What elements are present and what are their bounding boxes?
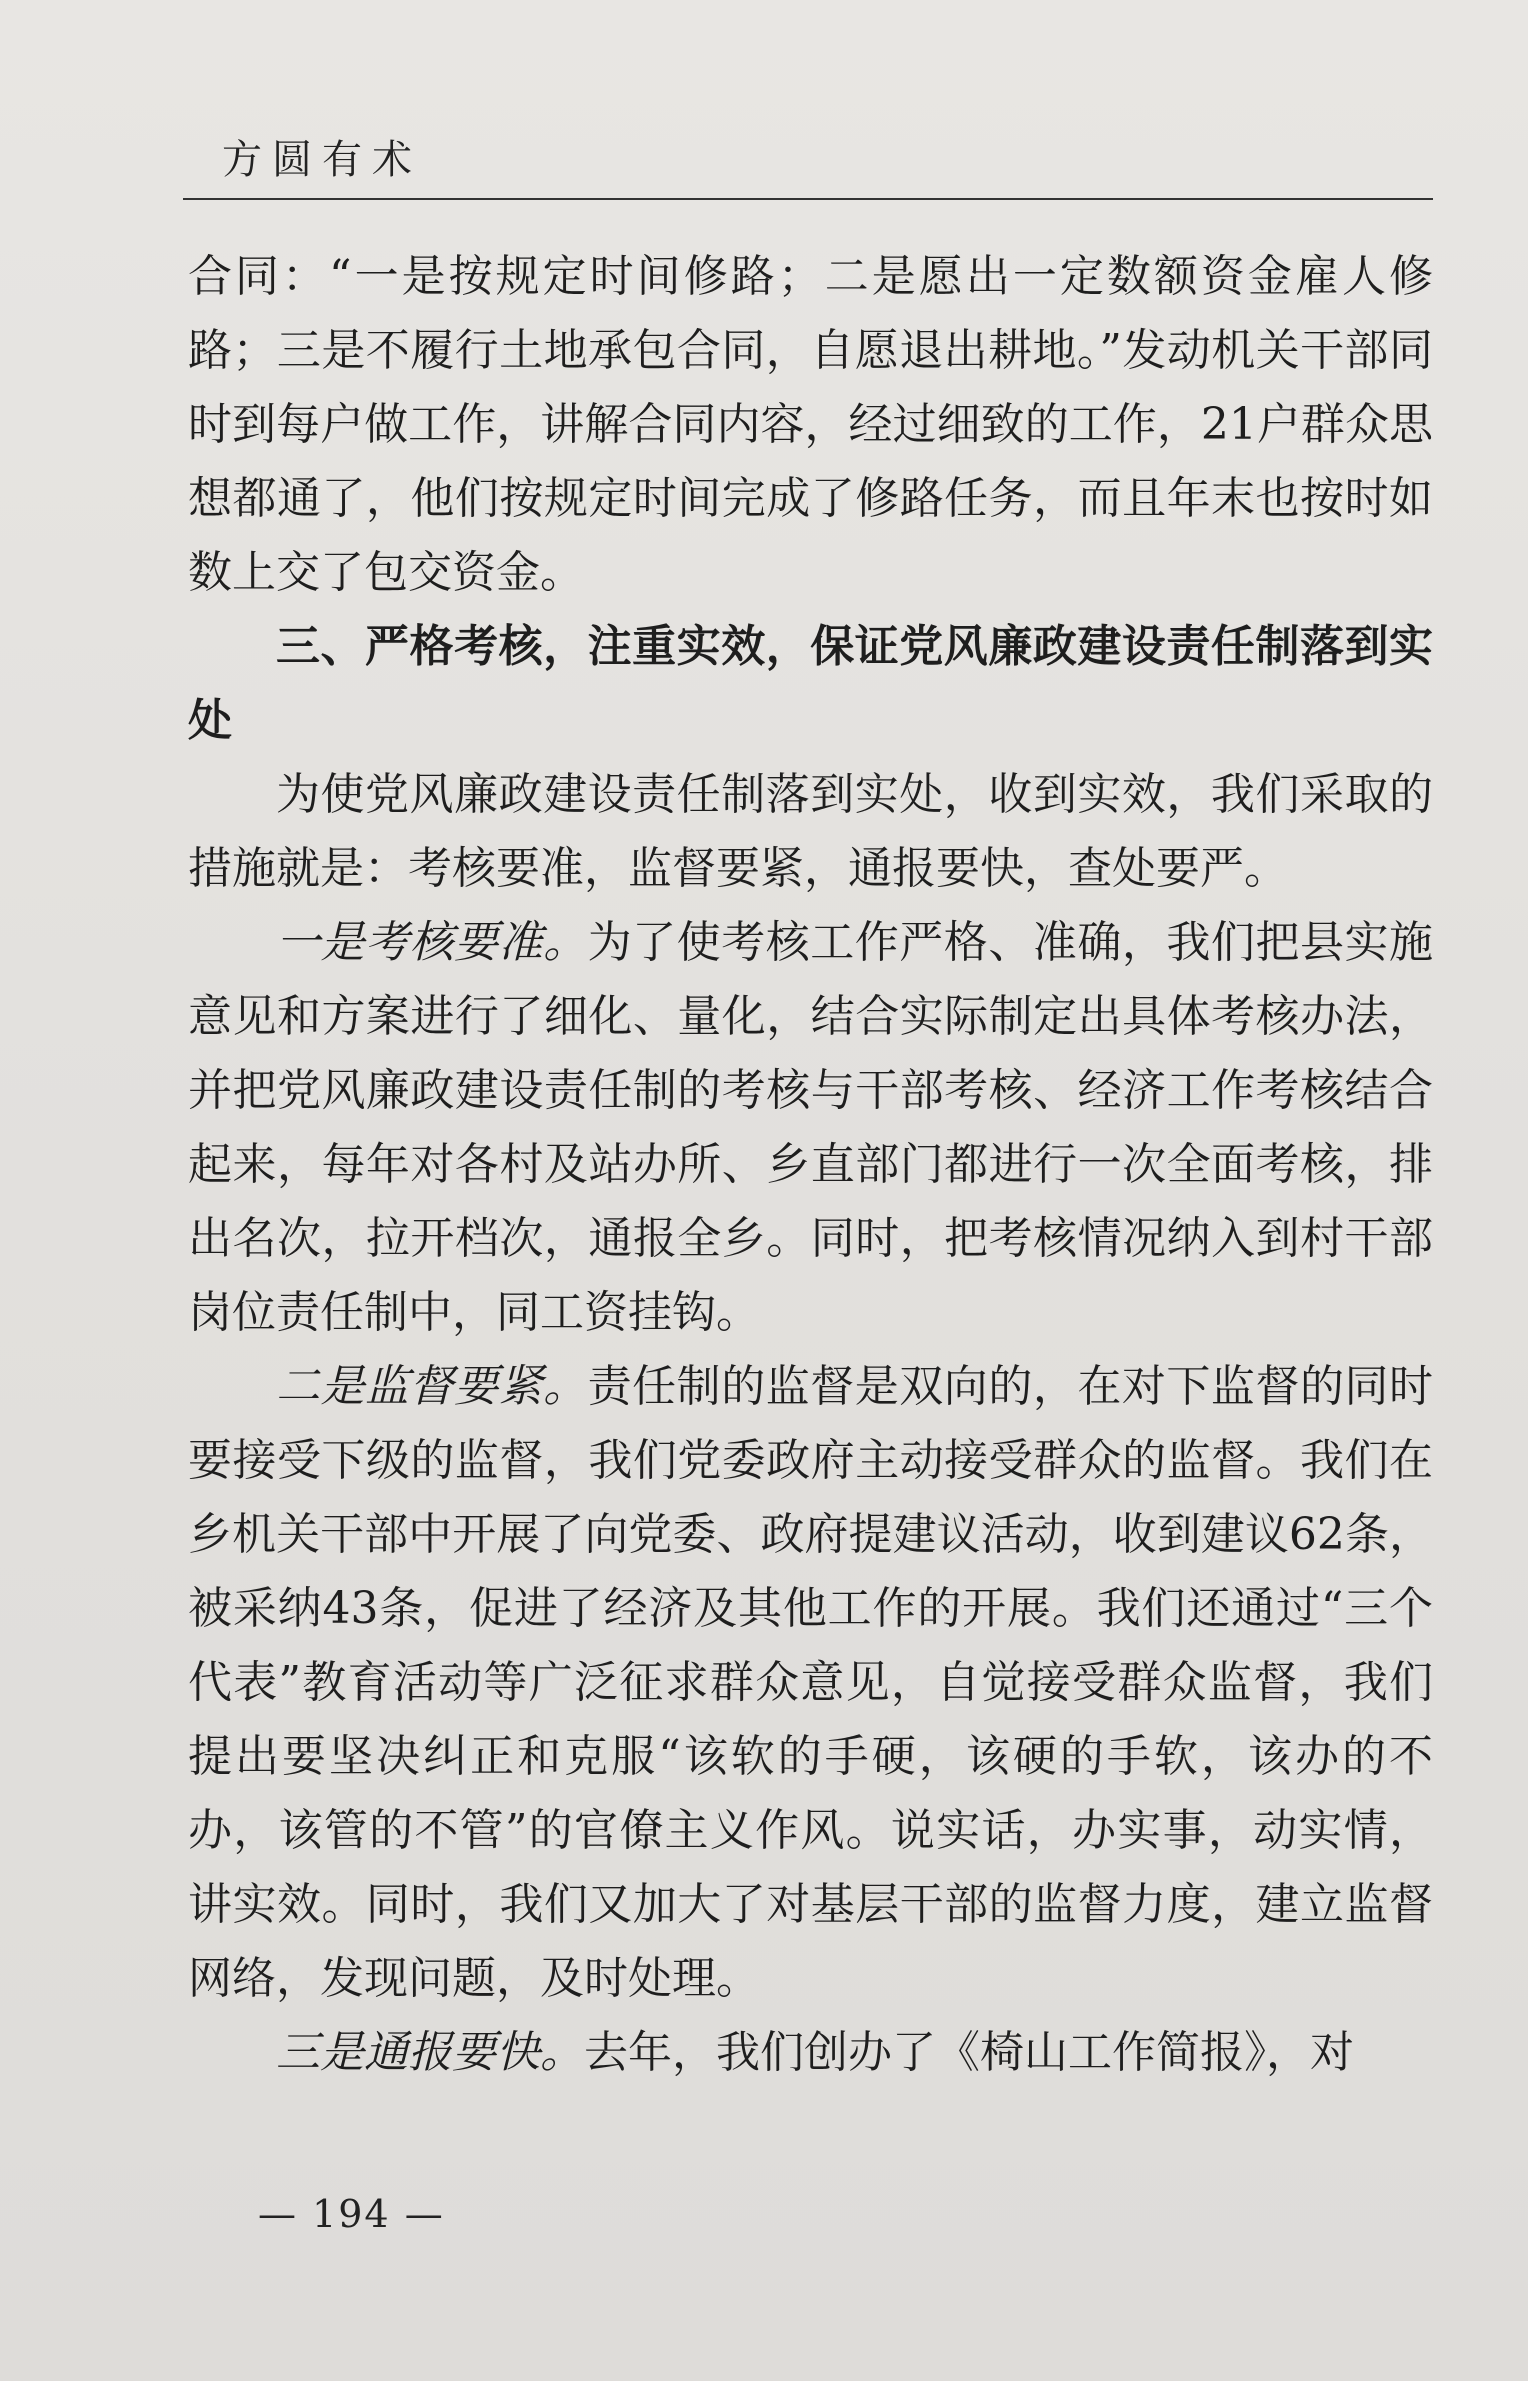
paragraph-text: 去年，我们创办了《椅山工作简报》，对 (584, 2027, 1354, 2078)
lead-phrase: 一是考核要准。 (276, 917, 588, 968)
paragraph-assessment (188, 906, 1433, 1350)
paragraph-measures: 为使党风廉政建设责任制落到实处，收到实效，我们采取的措施就是：考核要准，监督要紧，通报要快，查处要严。 (188, 769, 1433, 894)
header-rule (183, 198, 1433, 200)
paragraph-text: 为了使考核工作严格、准确，我们把县实施意见和方案进行了细化、量化，结合实际制定出具体考核办法，并把党风廉政建设责任制的考核与干部考核、经济工作考核结合起来，每年对各村及站办所、乡直部门都进行一次全面考核，排出名次，拉开档次，通报全乡。同时，把考核情况纳入到村干部岗位责任制中，同工资挂钩。 (188, 917, 1433, 1338)
paragraph-text: 责任制的监督是双向的，在对下监督的同时要接受下级的监督，我们党委政府主动接受群众的监督。我们在乡机关干部中开展了向党委、政府提建议活动，收到建议62条，被采纳43条，促进了经济及其他工作的开展。我们还通过“三个代表”教育活动等广泛征求群众意见，自觉接受群众监督，我们提出要坚决纠正和克服“该软的手硬，该硬的手软，该办的不办，该管的不管”的官僚主义作风。说实话，办实事，动实情，讲实效。同时，我们又加大了对基层干部的监督力度，建立监督网络，发现问题，及时处理。 (188, 1361, 1433, 2004)
paragraph-supervision (188, 1350, 1433, 2016)
running-head: 方圆有术 (222, 137, 422, 183)
paragraph-reporting (188, 2016, 1433, 2090)
section-heading: 三、严格考核，注重实效，保证党风廉政建设责任制落到实处 (188, 621, 1433, 746)
lead-phrase: 三是通报要快。 (276, 2027, 584, 2078)
page-number: — 194 — (258, 2192, 445, 2236)
paragraph-contract: 合同：“一是按规定时间修路；二是愿出一定数额资金雇人修路；三是不履行土地承包合同，自愿退出耕地。”发动机关干部同时到每户做工作，讲解合同内容，经过细致的工作，21户群众思想都通了，他们按规定时间完成了修路任务，而且年末也按时如数上交了包交资金。 (188, 251, 1433, 598)
lead-phrase: 二是监督要紧。 (276, 1361, 588, 1412)
body-text (188, 240, 1433, 2090)
